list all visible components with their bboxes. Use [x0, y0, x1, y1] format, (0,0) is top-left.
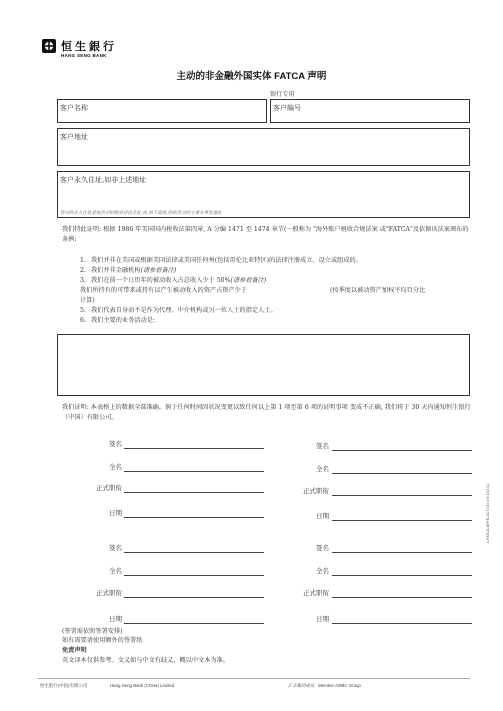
- extra-sheet-note: 如有需要请使用额外的签署纸: [62, 637, 143, 644]
- form-code: L-FATCA-NFFE-ACT-CN (v.9.1/13 C): [486, 483, 490, 543]
- hang-seng-logo-icon: [42, 39, 56, 53]
- item-3-line: [91, 276, 266, 286]
- signature-line[interactable]: [332, 552, 472, 553]
- date-line[interactable]: [124, 517, 264, 518]
- item-5-num: 5.: [80, 307, 86, 314]
- permanent-address-note: 贵司的永久住址是指贵司的税务居民住址,或,如不适用,则指贵司的主要办事处地址: [60, 211, 222, 216]
- full-name-line[interactable]: [332, 575, 472, 576]
- signature-line[interactable]: [124, 552, 264, 553]
- footer-divider: [38, 678, 470, 679]
- full-name-line[interactable]: [124, 575, 264, 576]
- footer-group-cn: 汇丰集团成员: [288, 684, 315, 689]
- item-5-text: 我们代表自身而不是作为代理、中介机构或另一位人士的指定人士。: [91, 307, 277, 314]
- date-line[interactable]: [332, 520, 472, 521]
- date-line[interactable]: [124, 623, 264, 624]
- full-name-label: 全名: [109, 567, 122, 575]
- declaration-intro: 我们特此证明: 根据 1986 年美国国内税收法第四章, A 分编 1471 至 1474 章节(一般称为 "海外账户税收合规法案 或"FATCA"及依据该法案颁布的条例:: [62, 226, 469, 243]
- date-line[interactable]: [332, 623, 472, 624]
- logo-name-cn: 恒生銀行: [61, 40, 117, 53]
- item-1-text: 我们并非在美国或根据美国法律或美国任何州(包括哥伦比亚特区)的法律注册成立、设立或组成的。: [91, 257, 362, 264]
- full-name-label: 全名: [316, 567, 329, 575]
- item-2-text: 我们并非金融机构: [91, 267, 141, 274]
- disclaimer-title: 免责声明: [62, 647, 87, 654]
- customer-address-field[interactable]: [57, 128, 470, 166]
- item-2-line: [91, 266, 176, 276]
- full-name-label: 全名: [109, 463, 122, 471]
- item-4-cont: 计算): [80, 297, 95, 304]
- item-3-text: 我们在前一个日历年的被动收入占总收入少于 50%: [91, 277, 231, 284]
- customer-name-label: 客户名称: [60, 104, 88, 112]
- page-title: 主动的非金融外国实体 FATCA 声明: [176, 71, 327, 82]
- signature-label: 签名: [109, 440, 122, 448]
- title-label: 正式职衔: [96, 484, 122, 492]
- date-label: 日期: [109, 509, 122, 517]
- title-line[interactable]: [124, 597, 264, 598]
- title-label: 正式职衔: [303, 487, 329, 495]
- full-name-line[interactable]: [124, 471, 264, 472]
- signing-arrangement-note: (签署需依照签署安排): [62, 628, 123, 635]
- footer-company-en: Hang Seng Bank (China) Limited: [110, 683, 175, 688]
- footer-company-cn: 恒生银行(中国)有限公司: [40, 684, 88, 689]
- permanent-address-field[interactable]: [57, 171, 470, 218]
- disclaimer-text: 英文译本仅供参考。文义如与中文有歧义，概以中文本为准。: [62, 657, 230, 664]
- permanent-address-label: 客户永久住址,如非上述地址: [60, 176, 147, 184]
- signature-label: 签名: [316, 544, 329, 552]
- item-1-num: 1.: [80, 257, 86, 264]
- item-6-text: 我们主要的业务活动是:: [91, 317, 155, 324]
- date-label: 日期: [316, 512, 329, 520]
- item-4-text: 我们所持有的可带来或持有以产生被动收入的资产占资产少于: [80, 287, 248, 294]
- logo-name-en: HANG SENG BANK: [61, 53, 107, 58]
- item-3-note: (请参看备注): [230, 277, 267, 284]
- title-label: 正式职衔: [96, 589, 122, 597]
- footer-group-en: Member HSBC Group: [318, 683, 361, 688]
- customer-number-label: 客户编号: [273, 104, 301, 112]
- title-label: 正式职衔: [303, 589, 329, 597]
- date-label: 日期: [109, 615, 122, 623]
- date-label: 日期: [316, 615, 329, 623]
- signature-label: 签名: [316, 442, 329, 450]
- business-activity-field[interactable]: [57, 334, 470, 396]
- certification-text: 我们证明: 本表格上的数据全部准确。倘于任何时间因状况变更以致任何以上第 1 项至第 6 项的证明事项 变成不正确, 我们将于 30 天内通知恒生银行（中国）有限公司。: [62, 404, 471, 421]
- item-3-num: 3.: [80, 277, 86, 284]
- title-line[interactable]: [332, 597, 472, 598]
- customer-address-label: 客户地址: [60, 133, 88, 141]
- customer-name-field[interactable]: [57, 99, 267, 123]
- item-6-num: 6.: [80, 317, 86, 324]
- signature-label: 签名: [109, 544, 122, 552]
- customer-number-field[interactable]: [270, 99, 470, 123]
- item-2-num: 2.: [80, 267, 86, 274]
- title-line[interactable]: [124, 492, 264, 493]
- signature-line[interactable]: [124, 448, 264, 449]
- item-2-note: (请参看备注): [140, 267, 177, 274]
- full-name-label: 全名: [316, 465, 329, 473]
- bank-use-label: 银行专用: [270, 91, 295, 98]
- full-name-line[interactable]: [332, 473, 472, 474]
- title-line[interactable]: [332, 495, 472, 496]
- item-4-extra: (按季度以被动资产加权平均百分比: [330, 287, 426, 294]
- signature-line[interactable]: [332, 450, 472, 451]
